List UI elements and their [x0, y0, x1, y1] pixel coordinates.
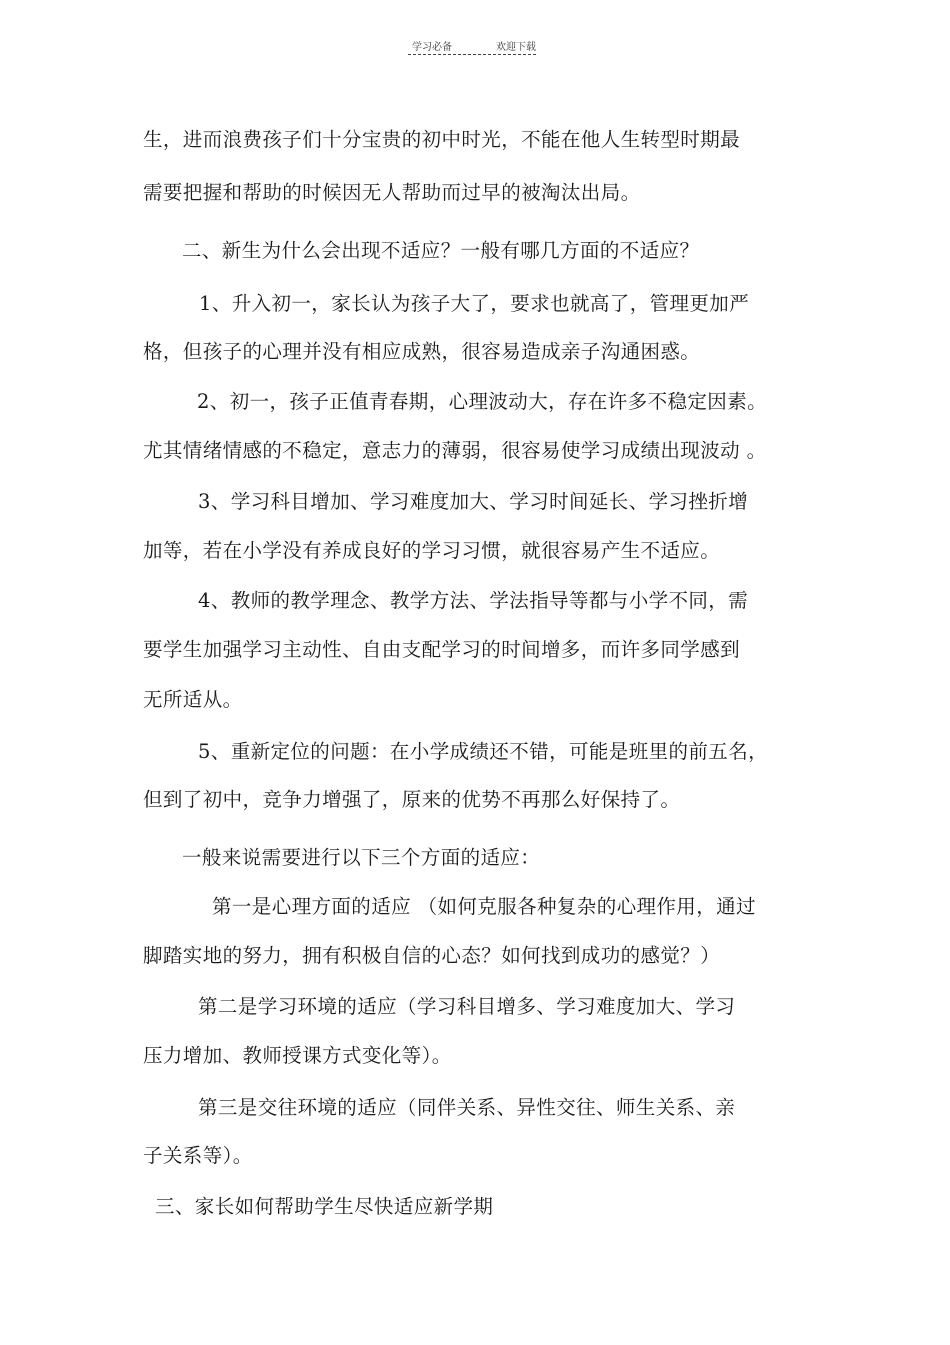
section-heading: 二、新生为什么会出现不适应？一般有哪几方面的不适应？	[182, 239, 700, 262]
text-line: 第一是心理方面的适应 （如何克服各种复杂的心理作用，通过	[212, 895, 756, 918]
text-line: 子关系等）。	[143, 1144, 253, 1167]
text-line: 格，但孩子的心理并没有相应成熟，很容易造成亲子沟通困惑。	[143, 340, 701, 363]
text-line: 要学生加强学习主动性、自由支配学习的时间增多，而许多同学感到	[143, 638, 741, 661]
section-heading: 三、家长如何帮助学生尽快适应新学期	[155, 1195, 494, 1218]
text-line: 加等，若在小学没有养成良好的学习习惯，就很容易产生不适应。	[143, 539, 721, 562]
text-line: 3、学习科目增加、学习难度加大、学习时间延长、学习挫折增	[198, 490, 749, 513]
text-line: 但到了初中，竞争力增强了，原来的优势不再那么好保持了。	[143, 788, 681, 811]
text-line: 需要把握和帮助的时候因无人帮助而过早的被淘汰出局。	[143, 181, 641, 204]
header-divider	[408, 54, 536, 55]
text-line: 一般来说需要进行以下三个方面的适应：	[182, 846, 541, 869]
text-line: 压力增加、教师授课方式变化等）。	[143, 1044, 452, 1067]
text-line: 生，进而浪费孩子们十分宝贵的初中时光，不能在他人生转型时期最	[143, 128, 741, 151]
text-line: 脚踏实地的努力，拥有积极自信的心态？如何找到成功的感觉？）	[143, 944, 721, 967]
header-left-text: 学习必备	[412, 42, 452, 53]
text-line: 尤其情绪情感的不稳定，意志力的薄弱，很容易使学习成绩出现波动 。	[143, 439, 767, 462]
text-line: 2、初一，孩子正值青春期，心理波动大，存在许多不稳定因素。	[197, 390, 768, 413]
text-line: 5、重新定位的问题：在小学成绩还不错，可能是班里的前五名，	[198, 740, 769, 763]
header-right-text: 欢迎下载	[496, 42, 536, 53]
text-line: 第二是学习环境的适应（学习科目增多、学习难度加大、学习	[198, 995, 736, 1018]
text-line: 1、升入初一，家长认为孩子大了，要求也就高了，管理更加严	[199, 292, 750, 315]
text-line: 无所适从。	[143, 688, 243, 711]
text-line: 第三是交往环境的适应（同伴关系、异性交往、师生关系、亲	[198, 1096, 736, 1119]
text-line: 4、教师的教学理念、教学方法、学法指导等都与小学不同，需	[198, 589, 749, 612]
